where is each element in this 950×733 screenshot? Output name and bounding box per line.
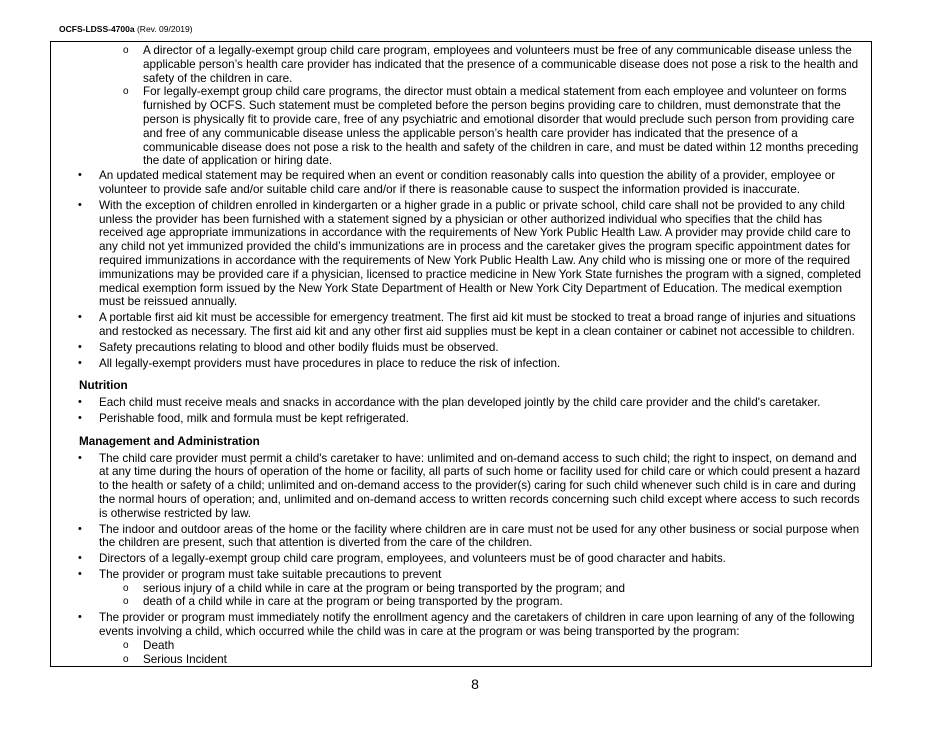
list-item: • The indoor and outdoor areas of the home or the facility where children are in care must not be used for any other business or social purpose when the children are present, such that attention is diverted from the care of the children. bbox=[59, 523, 863, 551]
list-item: • All legally-exempt providers must have procedures in place to reduce the risk of infection. bbox=[59, 357, 863, 371]
list-item bbox=[59, 568, 863, 609]
list-item: o serious injury of a child while in care at the program or being transported by the program; and bbox=[59, 582, 863, 596]
form-code: OCFS-LDSS-4700a bbox=[59, 24, 135, 34]
management-list bbox=[59, 452, 863, 667]
nutrition-heading: Nutrition bbox=[79, 379, 128, 393]
content bbox=[51, 42, 871, 666]
health-list bbox=[59, 169, 863, 370]
list-item: o A director of a legally-exempt group child care program, employees and volunteers must be free of any communicable disease unless the applicable person’s health care provider has indicated that the presence of a communicable disease does not pose a risk to the health and safety of the children in care. bbox=[59, 44, 863, 85]
list-item-text: The provider or program must immediately notify the enrollment agency and the caretakers of children in care upon learning of any of the following events involving a child, which occurred while the child was in care at the program or was being transported by the program: bbox=[99, 611, 855, 639]
list-item-text: The provider or program must take suitable precautions to prevent bbox=[99, 567, 442, 581]
management-heading: Management and Administration bbox=[79, 434, 260, 448]
list-item: o death of a child while in care at the program or being transported by the program. bbox=[59, 595, 863, 609]
form-revision: (Rev. 09/2019) bbox=[136, 24, 193, 34]
list-item: o Death bbox=[59, 639, 863, 653]
page-number: 8 bbox=[471, 676, 479, 692]
list-item: • The child care provider must permit a child's caretaker to have: unlimited and on-demand access to such child; the right to inspect, on demand and at any time during the hours of operation of the home or facility, all parts of such home or facility used for child care or which could present a hazard to the health or safety of a child; unlimited and on-demand access to the provider(s) caring for such child whenever such child is in care and during the normal hours of operation; and, unlimited and on-demand access to written records concerning such child except where access to such records is otherwise restricted by law. bbox=[59, 452, 863, 521]
list-item: • Each child must receive meals and snacks in accordance with the plan developed jointly by the child care provider and the child's caretaker. bbox=[59, 396, 863, 410]
list-item: o For legally-exempt group child care programs, the director must obtain a medical statement from each employee and volunteer on forms furnished by OCFS. Such statement must be completed before the person begins providing care to children, must demonstrate that the person is physically fit to provide care, free of any psychiatric and emotional disorder that would preclude such person from providing care and free of any communicable disease unless the applicable person’s health care provider has indicated that the presence of a communicable disease does not pose a risk to the health and safety of the children in care, and must be dated within 12 months preceding the date of application or hiring date. bbox=[59, 85, 863, 168]
notify-sub-list bbox=[59, 639, 863, 667]
list-item bbox=[59, 611, 863, 666]
list-item: • With the exception of children enrolled in kindergarten or a higher grade in a public or private school, child care shall not be provided to any child unless the provider has been furnished with a statement signed by a physician or other authorized individual who specifies that the child has received age appropriate immunizations in accordance with the requirements of New York Public Health Law. A provider may provide child care to any child not yet immunized provided the child’s immunizations are in process and the caretaker gives the program specific appointment dates for required immunizations in accordance with the requirements of New York Public Health Law. Any child who is missing one or more of the required immunizations may be provided care if a physician, licensed to practice medicine in New York State furnishes the program with a signed, completed medical exemption form issued by the New York State Department of Health or New York City Department of Education. The medical exemption must be reissued annually. bbox=[59, 199, 863, 309]
content-frame bbox=[50, 41, 872, 667]
top-sub-list bbox=[59, 44, 863, 168]
list-item: • Directors of a legally-exempt group child care program, employees, and volunteers must be of good character and habits. bbox=[59, 552, 863, 566]
form-header bbox=[59, 24, 193, 34]
list-item: • Safety precautions relating to blood and other bodily fluids must be observed. bbox=[59, 341, 863, 355]
list-item: • An updated medical statement may be required when an event or condition reasonably calls into question the ability of a provider, employee or volunteer to provide safe and/or suitable child care and/or if there is reasonable cause to suspect the information provided is inaccurate. bbox=[59, 169, 863, 197]
nutrition-list bbox=[59, 396, 863, 426]
prevent-sub-list bbox=[59, 582, 863, 610]
list-item: • A portable first aid kit must be accessible for emergency treatment. The first aid kit must be stocked to treat a broad range of injuries and situations and restocked as necessary. The first aid kit and any other first aid supplies must be kept in a clean container or cabinet not accessible to children. bbox=[59, 311, 863, 339]
list-item: o Serious Incident bbox=[59, 653, 863, 667]
list-item: • Perishable food, milk and formula must be kept refrigerated. bbox=[59, 412, 863, 426]
